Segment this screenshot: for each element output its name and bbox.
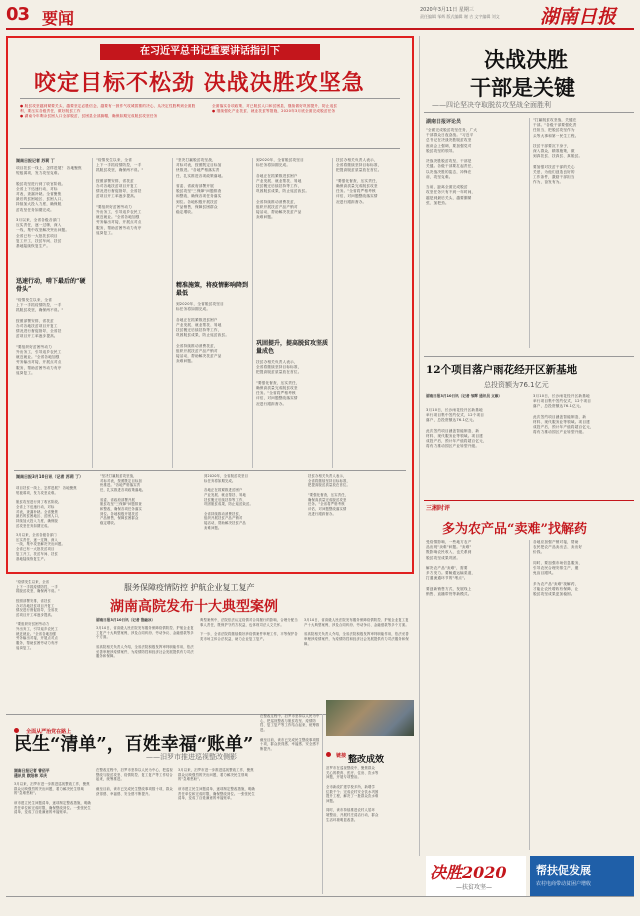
court-byline: 湖南日报3月10日讯（记者 鲁融冰） [96, 618, 156, 622]
news-photo [326, 700, 414, 736]
commentary-column-1: "全面完成脱贫攻坚任务，广大 干部群众日夜奋战。"习近平 总书记在决战决胜脱贫攻坚 座谈会上强调，要加强党对 脱贫攻坚的领导。 决战决胜脱贫攻坚，干部是 关键。各级干部要扛起责任， 以决战决胜的姿态，冲锋在 前，攻坚克难。 当前，距离全面完成脱贫 攻坚任务只有不到一年时间， 越是到最后关头，越要绷紧 弦、加把劲。 [426, 128, 478, 205]
lead-byline: 湖南日报记者 苏莉 丁 [16, 158, 55, 163]
projects-headline: 12个项目落户雨花经开区新基地 [426, 364, 578, 376]
lead-column-5: 扶贫办相关负责人表示， 全省将继续坚持目标标准， 把提高脱贫质量放在首位。 "要强化督查，压实责任， 确保高质量完成脱贫攻坚 任务。"全省将严格考核 评估，对问题整改落实情 况进行跟踪督办。 [336, 158, 382, 204]
lead-col-divider-1 [92, 158, 93, 468]
masthead-logo: 湖南日报 [540, 6, 617, 28]
footer-right-sub: 农村电商带动贫困户增收 [536, 881, 592, 887]
miluo-column-2: 在整改过程中，汨罗市坚持以人民为中心，把巡视整改与脱贫攻坚、疫情防控、复工复产等工作结合起来，统筹推进。 截至目前，该市已完成民生整改事项数十项，群众获得感、幸福感、安全感不断提升。 [96, 768, 173, 796]
projects-column-2: 3月10日，长沙雨花经开区新基地 举行项目集中签约仪式，12个项目 落户，总投资额达76.1亿元。 此次签约项目涵盖智能制造、新 材料、现代服务业等领域。项目建 成投产后，预计年产值将超百亿元， 将有力推动园区产业转型升级。 [533, 394, 594, 435]
projects-byline: 湖南日报3月10日讯（记者 邹辉 通讯员 文雄） [426, 394, 502, 398]
opinion-column-2: 各地应加强产销对接，帮助 农民把农产品卖出去、卖出好 价钱。 同时，要加强市场信息服务， 引导农民合理安排生产，避 免盲目跟风。 多为农产品"卖难"找解药， 才能让农民增收有保障，让 脱贫攻坚成果更加稳固。 [533, 540, 583, 597]
links-headline: 整改成效 [348, 755, 385, 765]
lead-footer-col-4: 扶贫办相关负责人表示， 全省将继续坚持目标标准， 把提高脱贫质量放在首位。 "要强化督查，压实责任， 确保高质量完成脱贫攻坚 任务。"全省将严格考核 评估，对问题整改落实情 况进行跟踪督办。 [308, 474, 350, 516]
link-dot-icon [326, 752, 331, 757]
footer-rule [6, 896, 634, 897]
lead-bullet-rule [20, 98, 400, 99]
lead-lower-rule [14, 470, 406, 471]
lead-footer-col-3: 到2020年，全省脱贫攻坚目 标任务将如期完成。 各地正在抓紧推进贫困户 产业发展、就业帮扶、易地 扶贫搬迁后续扶持等工作， 巩固脱贫成果，防止返贫致贫。 全省持续推动消费扶贫， 组织开展扶贫产品产销对 接活动，帮助解决扶贫产品 卖难问题。 [204, 474, 253, 530]
lead-bullet-rule-2 [20, 148, 400, 149]
lead-col-divider-4 [332, 158, 333, 468]
lead-column-3b: 到2020年，全省脱贫攻坚目 标任务将如期完成。 各地正在抓紧推进贫困户 产业发展、就业帮扶、易地 扶贫搬迁后续扶持等工作， 巩固脱贫成果，防止返贫致贫。 全省持续推动消费扶贫， 组织开展扶贫产品产销对 接活动，帮助解决扶贫产品 卖难问题。 [176, 302, 230, 364]
court-column-1: 3月10日，省高级人民法院发布服务保障疫情防控、护航企业复工复产十大典型案例，涉及合同纠纷、劳动争议、金融借款等多个方面。 省高院相关负责人介绍，全省法院积极发挥审判职能作用，依法妥善审理涉疫情案件，为疫情防控和经济社会发展提供有力司法服务和保障。 [96, 626, 194, 659]
header-rule [6, 28, 634, 30]
opinion-divider [529, 540, 530, 850]
footer-logo-block [426, 856, 526, 896]
commentary-headline-2: 干部是关键 [470, 75, 575, 100]
commentary-subhead: ——四论坚决夺取脱贫攻坚战全面胜利 [432, 101, 551, 109]
court-headline: 湖南高院发布十大典型案例 [110, 599, 278, 615]
projects-top-rule [424, 356, 634, 357]
lead-col-divider-3 [252, 158, 253, 468]
lead-column-2: "疫情发生以来，全省 上下一手抓疫情防控，一手 抓脱贫攻坚，确保两不误。" 按照部署安排，省扶贫 办对各地扶贫项目开复工 情况进行督促指导，全省扶 贫项目开工率逐步提高。 "要组织好贫困劳动力 外出务工，引导返乡农民工 就近就业。"全省各地加强 劳务输出对接，开展点对点 服务，帮助贫困劳动力有序 返岗复工。 [96, 158, 144, 235]
opinion-headline: 多为农产品“卖难”找解药 [442, 522, 587, 537]
court-column-3: 3月10日，省高级人民法院发布服务保障疫情防控、护航企业复工复产十大典型案例，涉及合同纠纷、劳动争议、金融借款等多个方面。 省高院相关负责人介绍，全省法院积极发挥审判职能作用，依法妥善审理涉疫情案件，为疫情防控和经济社会发展提供有力司法服务和保障。 [304, 618, 409, 646]
lead-col-divider-2 [172, 158, 173, 468]
court-left-column: "疫情发生以来，全省 上下一手抓疫情防控，一手 抓脱贫攻坚，确保两不误。" 按照部署安排，省扶贫 办对各地扶贫项目开复工 情况进行督促指导，全省扶 贫项目开工率逐步提高。 "要组织好贫困劳动力 外出务工，引导返乡农民工 就近就业。"全省各地加强 劳务输出对接，开展点对点 服务，帮助贫困劳动力有序 返岗复工。 [16, 580, 60, 650]
lead-bullets-left: ● 脱贫攻坚越到紧要关头，越要坚定必胜信念，越要有一鼓作气攻城拔寨的决心，从决定性胜利到全面胜利，要压实各级责任，做好脱贫工作 ● 湖南今年剩余贫困人口全部脱贫，贫困县全部摘帽，确保如期完成脱贫攻坚任务 [20, 104, 196, 119]
lead-subhead-2: 精准施策，将疫情影响降到最低 [176, 282, 249, 297]
miluo-headline: 民生“清单”，百姓幸福“账单” [14, 734, 254, 755]
commentary-column-2: "打赢脱贫攻坚战，关键在 干部。"各级干部要强化责 任担当，把脱贫攻坚作为 头等大事和第一民生工程。 扶贫干部要沉下身子， 深入群众，精准施策，做 到真扶贫、扶真贫、真脱贫。 要加强对扶贫干部的关心 关爱，为他们创造良好的 工作条件，激励干部担当 作为，奋发有为。 [533, 118, 583, 185]
section-title: 要闻 [42, 9, 75, 28]
lead-bullets-right: 全面落实各项政策，对已脱贫人口和贫困县，继续做好巩固提升，防止返贫 ● 继续强化产业扶贫、就业扶贫等措施，2020年3月底全面完成脱贫任务 [212, 104, 338, 114]
miluo-subhead: ——汨罗市推进巡视整改侧影 [146, 753, 237, 761]
commentary-rule [424, 112, 634, 113]
lead-footer-col-1: 项目扶贫一线上，怎样进展？ 各地聚焦 短板弱项，发力攻坚克难。 脱贫攻坚进行到了收官阶段。 全省上下迅速行动，对标 对表，查漏补缺。全省聚焦 最后的贫困地区、贫困人口， 持续加大投入力度，确保脱 贫攻坚任务如期完成。 3月以来，全省各级各部门 压实责任，逐一过筛，深入 一线，集中攻坚解决突出问题。 全省已有一大批扶贫项目 复工开工，扶贫车间、扶贫 基地陆续恢复生产。 [16, 486, 77, 561]
lead-subhead-1: 迅速行动，啃下最后的“硬骨头” [16, 278, 86, 293]
page-number: 03 [6, 4, 30, 25]
miluo-column-3: 3月以来，汨罗市进一步推进巡视整改工作，聚焦群众反映强烈的突出问题，着力解决民生领域的"急难愁盼"。 该市建立民生问题清单，逐项制定整改措施，明确责任单位和完成时限，确保整改到位。一张张民生清单，变成了百姓满意的幸福账单。 [178, 768, 255, 801]
commentary-byline: 湖南日报评论员 [426, 119, 462, 125]
lead-column-1b: "疫情发生以来，全省 上下一手抓疫情防控，一手 抓脱贫攻坚，确保两不误。" 按照部署安排，省扶贫 办对各地扶贫项目开复工 情况进行督促指导，全省扶 贫项目开工率逐步提高。 "要组织好贫困劳动力 外出务工，引导返乡农民工 就近就业。"全省各地加强 劳务输出对接，开展点对点 服务，帮助贫困劳动力有序 返岗复工。 [16, 298, 64, 375]
miluo-kicker-row [14, 718, 72, 735]
commentary-divider [529, 118, 530, 348]
lead-banner: 在习近平总书记重要讲话指引下 [100, 44, 320, 60]
links-kicker-row [326, 742, 346, 761]
campaign-logo: 决胜2020 [430, 863, 507, 882]
miluo-column-4: 在整改过程中，汨罗市坚持以人民为中心，把巡视整改与脱贫攻坚、疫情防控、复工复产等工作结合起来，统筹推进。 截至目前，该市已完成民生整改事项数十项，群众获得感、幸福感、安全感不断提升。 [260, 714, 320, 751]
court-kicker: 服务保障疫情防控 护航企业复工复产 [124, 583, 255, 592]
editor-line: 责任编辑 邹辉 版式编辑 谢 吉 文字编辑 刘文 [420, 14, 500, 19]
projects-subhead: 总投资额为76.1亿元 [484, 381, 549, 389]
opinion-column-1: 受疫情影响，一些地方农产 品出现"卖难"问题。"卖难" 既影响农民收入，也关系到 脱贫攻坚成果巩固。 解决农产品"卖难"，需要 多方发力。要畅通运输渠道， 打通流通环节的"堵点"。 要创新销售方式，发展线上 销售、直播带货等新模式。 [426, 540, 476, 597]
lead-subhead-3: 巩固提升，提高脱贫攻坚质量成色 [256, 340, 329, 355]
miluo-kicker: 全面从严治党在路上 [26, 729, 72, 735]
footer-right-block [530, 856, 634, 896]
miluo-byline: 湖南日报记者 曾佰平 通讯员 欧阳林 邓庆 [14, 768, 50, 778]
page-vertical-divider [419, 36, 420, 856]
links-kicker: 链接 [336, 753, 347, 759]
lead-headline: 咬定目标不松劲 决战决胜攻坚急 [34, 70, 365, 96]
lead-footer-dateline: 湖南日报3月10日讯（记者 苏莉 丁） [16, 474, 84, 479]
miluo-column-1: 3月以来，汨罗市进一步推进巡视整改工作，聚焦群众反映强烈的突出问题，着力解决民生领域的"急难愁盼"。 该市建立民生问题清单，逐项制定整改措施，明确责任单位和完成时限，确保整改到位。一张张民生清单，变成了百姓满意的幸福账单。 [14, 782, 91, 815]
footer-right-title: 帮扶促发展 [536, 864, 591, 877]
lead-footer-col-2: "坚决打赢脱贫攻坚战， 对标对表，按照既定目标加 快推进。"各地严格落实责 任，扎实推进各项政策落地。 省委、省政府部署开展 脱贫攻坚"三保障"问题排查 和整改，确保各项任务落实 到位。各地积极开展扶贫 产品销售，保障贫困群众 稳定增收。 [100, 474, 146, 526]
lead-column-4b: 扶贫办相关负责人表示， 全省将继续坚持目标标准， 把提高脱贫质量放在首位。 "要强化督查，压实责任， 确保高质量完成脱贫攻坚 任务。"全省将严格考核 评估，对问题整改落实情 况进行跟踪督办。 [256, 360, 302, 406]
court-column-2: 典型案例中，法院依法认定疫情对合同履行的影响，合理分配当事人责任，既保护守约方权益，也体现司法人文关怀。 下一步，全省法院将继续做好涉疫情案件审理工作，平等保护各类市场主体合法权益，助力企业复工复产。 [200, 618, 298, 641]
links-body: 汨罗市在巡视整改中，聚焦群众 关心的教育、医疗、住房、饮水等 问题，开展专项整治。 全市新改扩建学校多所，新增学 位数千个；完成农村安全饮水巩固 提升工程，解决了一批群众饮水难 问题。 同时，该市持续推进农村人居环 境整治，开展村庄清洁行动，群众 生活环境明显改善。 [326, 766, 379, 822]
campaign-slogan: —扶贫攻坚— [456, 884, 493, 891]
lead-column-4: 到2020年，全省脱贫攻坚目 标任务将如期完成。 各地正在抓紧推进贫困户 产业发展、就业帮扶、易地 扶贫搬迁后续扶持等工作， 巩固脱贫成果，防止返贫致贫。 全省持续推动消费扶贫， 组织开展扶贫产品产销对 接活动，帮助解决扶贫产品 卖难问题。 [256, 158, 310, 220]
opinion-section-tag: 三湘时评 [426, 505, 451, 512]
links-divider [322, 714, 323, 894]
opinion-tag-bar [424, 500, 634, 512]
date-line: 2020年3月11日 星期三 [420, 7, 474, 13]
commentary-headline-1: 决战决胜 [484, 47, 568, 72]
projects-column-1: 3月10日，长沙雨花经开区新基地 举行项目集中签约仪式，12个项目 落户，总投资额达76.1亿元。 此次签约项目涵盖智能制造、新 材料、现代服务业等领域。项目建 成投产后，预计年产值将超百亿元， 将有力推动园区产业转型升级。 [426, 408, 487, 449]
lead-column-3: "坚决打赢脱贫攻坚战， 对标对表，按照既定目标加 快推进。"各地严格落实责 任，扎实推进各项政策落地。 省委、省政府部署开展 脱贫攻坚"三保障"问题排查 和整改，确保各项任务落实 到位。各地积极开展扶贫 产品销售，保障贫困群众 稳定增收。 [176, 158, 226, 215]
page-header [0, 0, 640, 28]
lead-column-1: 项目扶贫一线上，怎样进展？ 各地聚焦 短板弱项，发力攻坚克难。 脱贫攻坚进行到了收官阶段。 全省上下迅速行动，对标 对表，查漏补缺。全省聚焦 最后的贫困地区、贫困人口， 持续加大投入力度，确保脱 贫攻坚任务如期完成。 3月以来，全省各级各部门 压实责任，逐一过筛，深入 一线，集中攻坚解决突出问题。 全省已有一大批扶贫项目 复工开工，扶贫车间、扶贫 基地陆续恢复生产。 [16, 166, 82, 249]
